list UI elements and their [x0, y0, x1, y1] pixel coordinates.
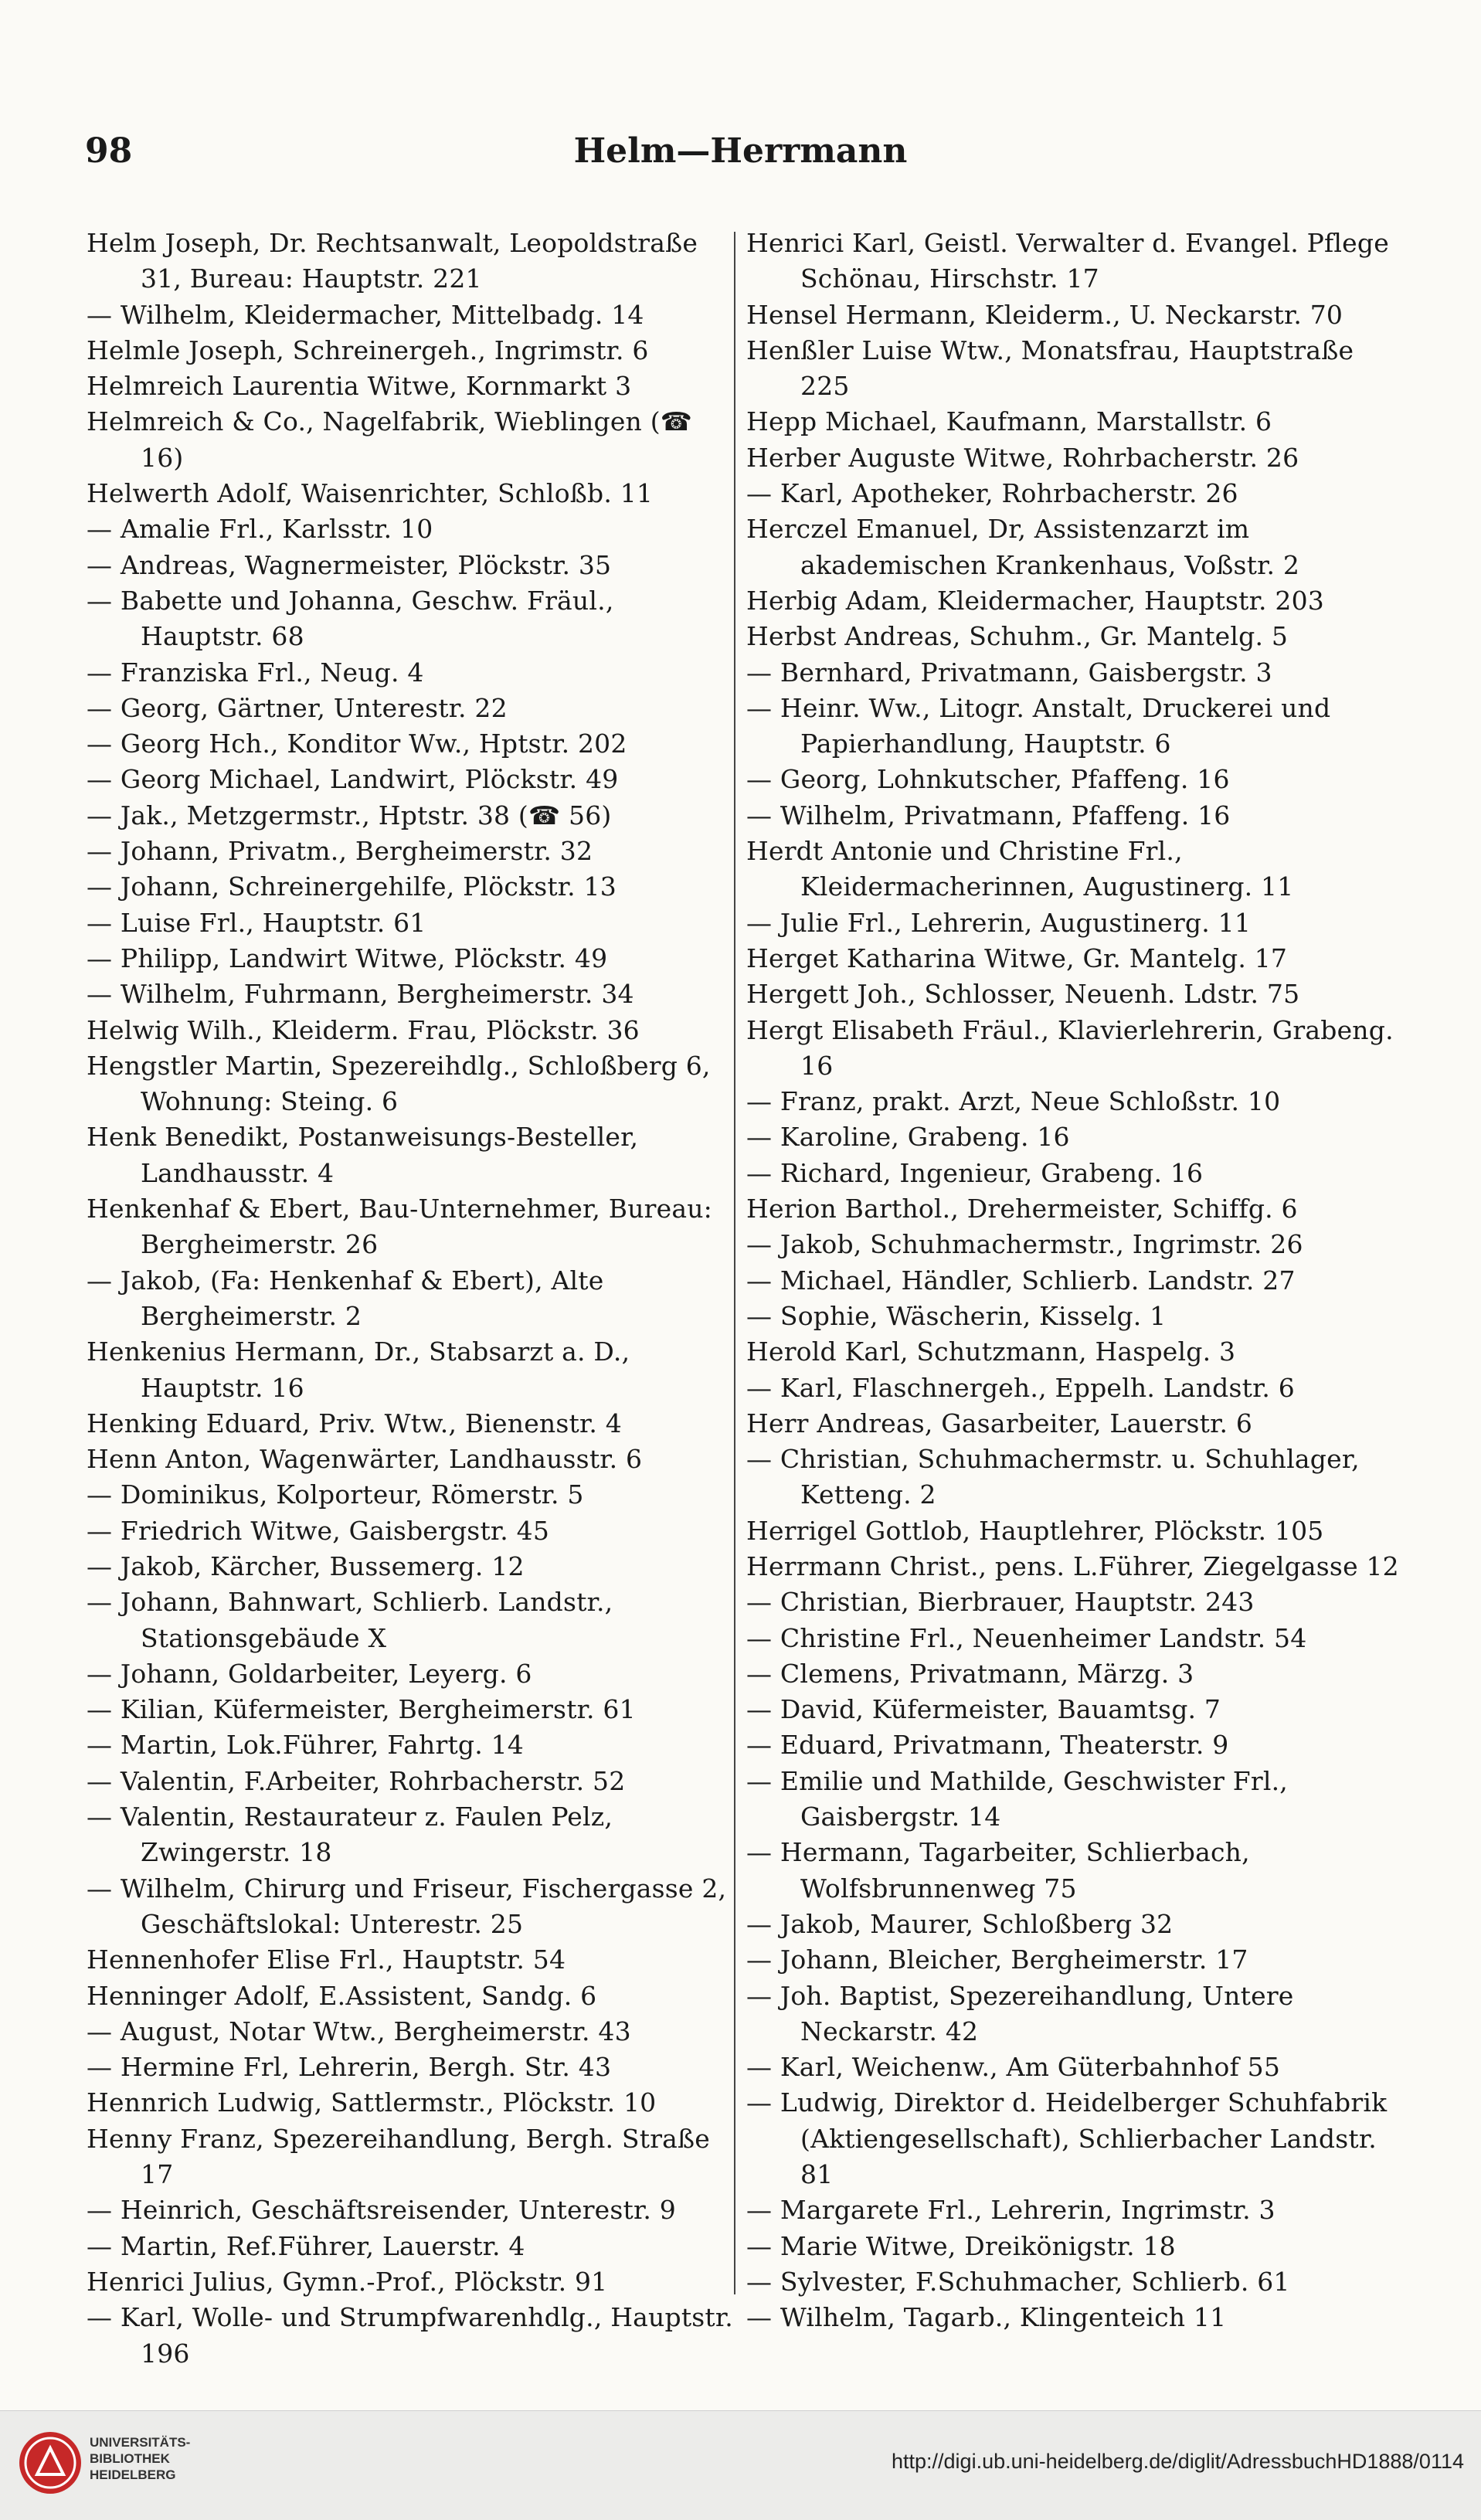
directory-entry: — Christian, Schuhmachermstr. u. Schuhlager, Ketteng. 2 — [746, 1444, 1360, 1510]
directory-entry: Herget Katharina Witwe, Gr. Mantelg. 17 — [746, 942, 1288, 973]
directory-entry: — Wilhelm, Kleidermacher, Mittelbadg. 14 — [87, 299, 644, 330]
directory-entry: — Dominikus, Kolporteur, Römerstr. 5 — [87, 1479, 584, 1510]
library-name-line: BIBLIOTHEK — [90, 2451, 170, 2466]
directory-entry: — Hermine Frl, Lehrerin, Bergh. Str. 43 — [87, 2052, 612, 2083]
directory-entry: — Georg, Lohnkutscher, Pfaffeng. 16 — [746, 764, 1230, 795]
directory-entry: — Wilhelm, Tagarb., Klingenteich 11 — [746, 2302, 1227, 2333]
directory-entry: — Eduard, Privatmann, Theaterstr. 9 — [746, 1730, 1229, 1761]
directory-entry: — Heinr. Ww., Litogr. Anstalt, Druckerei und Papierhandlung, Hauptstr. 6 — [746, 692, 1331, 759]
directory-entry: Herczel Emanuel, Dr, Assistenzarzt im akademischen Krankenhaus, Voßstr. 2 — [746, 514, 1300, 580]
directory-entry: Herdt Antonie und Christine Frl., Kleidermacherinnen, Augustinerg. 11 — [746, 836, 1294, 902]
directory-entry: — Philipp, Landwirt Witwe, Plöckstr. 49 — [87, 942, 608, 973]
directory-entry: — Babette und Johanna, Geschw. Fräul., Hauptstr. 68 — [87, 585, 614, 652]
directory-entry: Hensel Hermann, Kleiderm., U. Neckarstr. 70 — [746, 299, 1343, 330]
university-seal-logo — [17, 2430, 83, 2496]
directory-entry: — Georg Hch., Konditor Ww., Hptstr. 202 — [87, 728, 627, 759]
column-divider — [734, 232, 735, 2294]
directory-entry: — Clemens, Privatmann, Märzg. 3 — [746, 1658, 1194, 1689]
directory-entry: Herrmann Christ., pens. L.Führer, Ziegelgasse 12 — [746, 1550, 1399, 1581]
library-name-line: HEIDELBERG — [90, 2467, 176, 2482]
library-name — [90, 2434, 190, 2483]
directory-entry: Hepp Michael, Kaufmann, Marstallstr. 6 — [746, 406, 1272, 437]
library-name-line: UNIVERSITÄTS- — [90, 2435, 191, 2450]
directory-entry: Hergt Elisabeth Fräul., Klavierlehrerin, Grabeng. 16 — [746, 1014, 1394, 1081]
directory-entry: — Johann, Schreinergehilfe, Plöckstr. 13 — [87, 871, 617, 902]
directory-entry: Henrici Julius, Gymn.-Prof., Plöckstr. 91 — [87, 2266, 608, 2297]
directory-entry: — Franz, prakt. Arzt, Neue Schloßstr. 10 — [746, 1086, 1281, 1117]
directory-entry: — Martin, Ref.Führer, Lauerstr. 4 — [87, 2230, 525, 2261]
directory-entry: Hennenhofer Elise Frl., Hauptstr. 54 — [87, 1944, 566, 1975]
directory-entry: Helmreich & Co., Nagelfabrik, Wieblingen (☎ 16) — [87, 406, 693, 473]
directory-entry: — Amalie Frl., Karlsstr. 10 — [87, 514, 433, 545]
directory-entry: Herold Karl, Schutzmann, Haspelg. 3 — [746, 1336, 1236, 1367]
directory-entry: — Johann, Privatm., Bergheimerstr. 32 — [87, 836, 593, 867]
directory-entry: Hergett Joh., Schlosser, Neuenh. Ldstr. 75 — [746, 979, 1300, 1010]
directory-entry: — Hermann, Tagarbeiter, Schlierbach, Wolfsbrunnenweg 75 — [746, 1837, 1250, 1904]
directory-entry: — Michael, Händler, Schlierb. Landstr. 27 — [746, 1265, 1296, 1296]
directory-entry: — Andreas, Wagnermeister, Plöckstr. 35 — [87, 549, 612, 580]
directory-entry: Henkenhaf & Ebert, Bau-Unternehmer, Bureau: Bergheimerstr. 26 — [87, 1194, 712, 1260]
directory-entry: Henßler Luise Wtw., Monatsfrau, Hauptstraße 225 — [746, 335, 1354, 402]
directory-entry: Henking Eduard, Priv. Wtw., Bienenstr. 4 — [87, 1408, 622, 1438]
directory-entry: Henkenius Hermann, Dr., Stabsarzt a. D., Hauptstr. 16 — [87, 1336, 630, 1403]
directory-entry: Henn Anton, Wagenwärter, Landhausstr. 6 — [87, 1444, 643, 1475]
running-head: Helm—Herrmann — [573, 131, 908, 171]
directory-entry: Hennrich Ludwig, Sattlermstr., Plöckstr. 10 — [87, 2087, 657, 2118]
directory-entry: Hengstler Martin, Spezereihdlg., Schloßberg 6, Wohnung: Steing. 6 — [87, 1050, 711, 1117]
directory-entry: — Marie Witwe, Dreikönigstr. 18 — [746, 2230, 1176, 2261]
directory-entry: — Joh. Baptist, Spezereihandlung, Untere Neckarstr. 42 — [746, 1980, 1294, 2046]
directory-entry: Henrici Karl, Geistl. Verwalter d. Evangel. Pflege Schönau, Hirschstr. 17 — [746, 228, 1389, 294]
directory-entry: — Jak., Metzgermstr., Hptstr. 38 (☎ 56) — [87, 800, 612, 830]
directory-entry: — Bernhard, Privatmann, Gaisbergstr. 3 — [746, 657, 1272, 688]
directory-entry: — Jakob, (Fa: Henkenhaf & Ebert), Alte Bergheimerstr. 2 — [87, 1265, 604, 1331]
directory-entry: — August, Notar Wtw., Bergheimerstr. 43 — [87, 2016, 631, 2046]
directory-entry: Herber Auguste Witwe, Rohrbacherstr. 26 — [746, 442, 1299, 473]
directory-entry: — Luise Frl., Hauptstr. 61 — [87, 907, 426, 938]
directory-entry: Herbst Andreas, Schuhm., Gr. Mantelg. 5 — [746, 621, 1289, 652]
directory-entry: — Karoline, Grabeng. 16 — [746, 1122, 1070, 1153]
directory-entry: — Friedrich Witwe, Gaisbergstr. 45 — [87, 1515, 550, 1546]
directory-entry: — Karl, Flaschnergeh., Eppelh. Landstr. 6 — [746, 1372, 1295, 1403]
directory-entry: Helm Joseph, Dr. Rechtsanwalt, Leopoldstraße 31, Bureau: Hauptstr. 221 — [87, 228, 698, 294]
left-column — [87, 226, 743, 2372]
directory-entry: — Valentin, F.Arbeiter, Rohrbacherstr. 52 — [87, 1765, 626, 1796]
directory-entry: — Sophie, Wäscherin, Kisselg. 1 — [746, 1300, 1167, 1331]
directory-entry: — Martin, Lok.Führer, Fahrtg. 14 — [87, 1730, 524, 1761]
directory-entry: Henny Franz, Spezereihandlung, Bergh. Straße 17 — [87, 2123, 711, 2190]
directory-entry: — Sylvester, F.Schuhmacher, Schlierb. 61 — [746, 2266, 1290, 2297]
directory-entry: — Georg, Gärtner, Unterestr. 22 — [87, 692, 508, 723]
directory-entry: — Wilhelm, Fuhrmann, Bergheimerstr. 34 — [87, 979, 634, 1010]
directory-entry: — David, Küfermeister, Bauamtsg. 7 — [746, 1694, 1221, 1725]
directory-entry: — Christian, Bierbrauer, Hauptstr. 243 — [746, 1587, 1255, 1618]
source-url-link[interactable]: http://digi.ub.uni-heidelberg.de/diglit/AdressbuchHD1888/0114 — [892, 2450, 1464, 2473]
directory-entry: — Georg Michael, Landwirt, Plöckstr. 49 — [87, 764, 619, 795]
directory-entry: — Emilie und Mathilde, Geschwister Frl., Gaisbergstr. 14 — [746, 1765, 1288, 1832]
directory-entry: Helwerth Adolf, Waisenrichter, Schloßb. 11 — [87, 478, 654, 509]
directory-entry: — Karl, Wolle- und Strumpfwarenhdlg., Hauptstr. 196 — [87, 2302, 733, 2369]
directory-entry: — Johann, Goldarbeiter, Leyerg. 6 — [87, 1658, 532, 1689]
directory-entry: — Valentin, Restaurateur z. Faulen Pelz, Zwingerstr. 18 — [87, 1802, 613, 1868]
directory-entry: — Richard, Ingenieur, Grabeng. 16 — [746, 1157, 1204, 1188]
directory-entry: Henk Benedikt, Postanweisungs-Besteller, Landhausstr. 4 — [87, 1122, 639, 1188]
directory-entry: — Julie Frl., Lehrerin, Augustinerg. 11 — [746, 907, 1252, 938]
directory-entry: — Johann, Bahnwart, Schlierb. Landstr., Stationsgebäude X — [87, 1587, 613, 1653]
directory-entry: — Jakob, Maurer, Schloßberg 32 — [746, 1908, 1174, 1939]
directory-entry: Helwig Wilh., Kleiderm. Frau, Plöckstr. 36 — [87, 1014, 640, 1045]
directory-entry: — Christine Frl., Neuenheimer Landstr. 54 — [746, 1622, 1307, 1653]
directory-entry: Herbig Adam, Kleidermacher, Hauptstr. 203 — [746, 585, 1324, 616]
directory-entry: — Jakob, Kärcher, Bussemerg. 12 — [87, 1550, 525, 1581]
directory-entry: — Kilian, Küfermeister, Bergheimerstr. 61 — [87, 1694, 636, 1725]
directory-entry: — Johann, Bleicher, Bergheimerstr. 17 — [746, 1944, 1248, 1975]
directory-entry: — Ludwig, Direktor d. Heidelberger Schuhfabrik (Aktiengesellschaft), Schlierbacher Landstr. 81 — [746, 2087, 1388, 2190]
directory-entry: Herion Barthol., Drehermeister, Schiffg. 6 — [746, 1194, 1298, 1224]
viewer-footer — [0, 2410, 1481, 2520]
right-column — [746, 226, 1403, 2336]
directory-entry: — Wilhelm, Chirurg und Friseur, Fischergasse 2, Geschäftslokal: Unterestr. 25 — [87, 1873, 727, 1939]
directory-entry: — Karl, Apotheker, Rohrbacherstr. 26 — [746, 478, 1238, 509]
directory-entry: — Jakob, Schuhmachermstr., Ingrimstr. 26 — [746, 1229, 1303, 1260]
directory-entry: Helmreich Laurentia Witwe, Kornmarkt 3 — [87, 371, 632, 402]
directory-entry: Helmle Joseph, Schreinergeh., Ingrimstr. 6 — [87, 335, 649, 365]
page-number: 98 — [85, 131, 133, 171]
directory-entry: Henninger Adolf, E.Assistent, Sandg. 6 — [87, 1980, 597, 2011]
directory-entry: Herr Andreas, Gasarbeiter, Lauerstr. 6 — [746, 1408, 1253, 1438]
directory-entry: Herrigel Gottlob, Hauptlehrer, Plöckstr. 105 — [746, 1515, 1324, 1546]
directory-entry: — Franziska Frl., Neug. 4 — [87, 657, 424, 688]
directory-entry: — Heinrich, Geschäftsreisender, Unterestr. 9 — [87, 2195, 676, 2226]
directory-entry: — Margarete Frl., Lehrerin, Ingrimstr. 3 — [746, 2195, 1275, 2226]
directory-entry: — Wilhelm, Privatmann, Pfaffeng. 16 — [746, 800, 1231, 830]
directory-entry: — Karl, Weichenw., Am Güterbahnhof 55 — [746, 2052, 1281, 2083]
